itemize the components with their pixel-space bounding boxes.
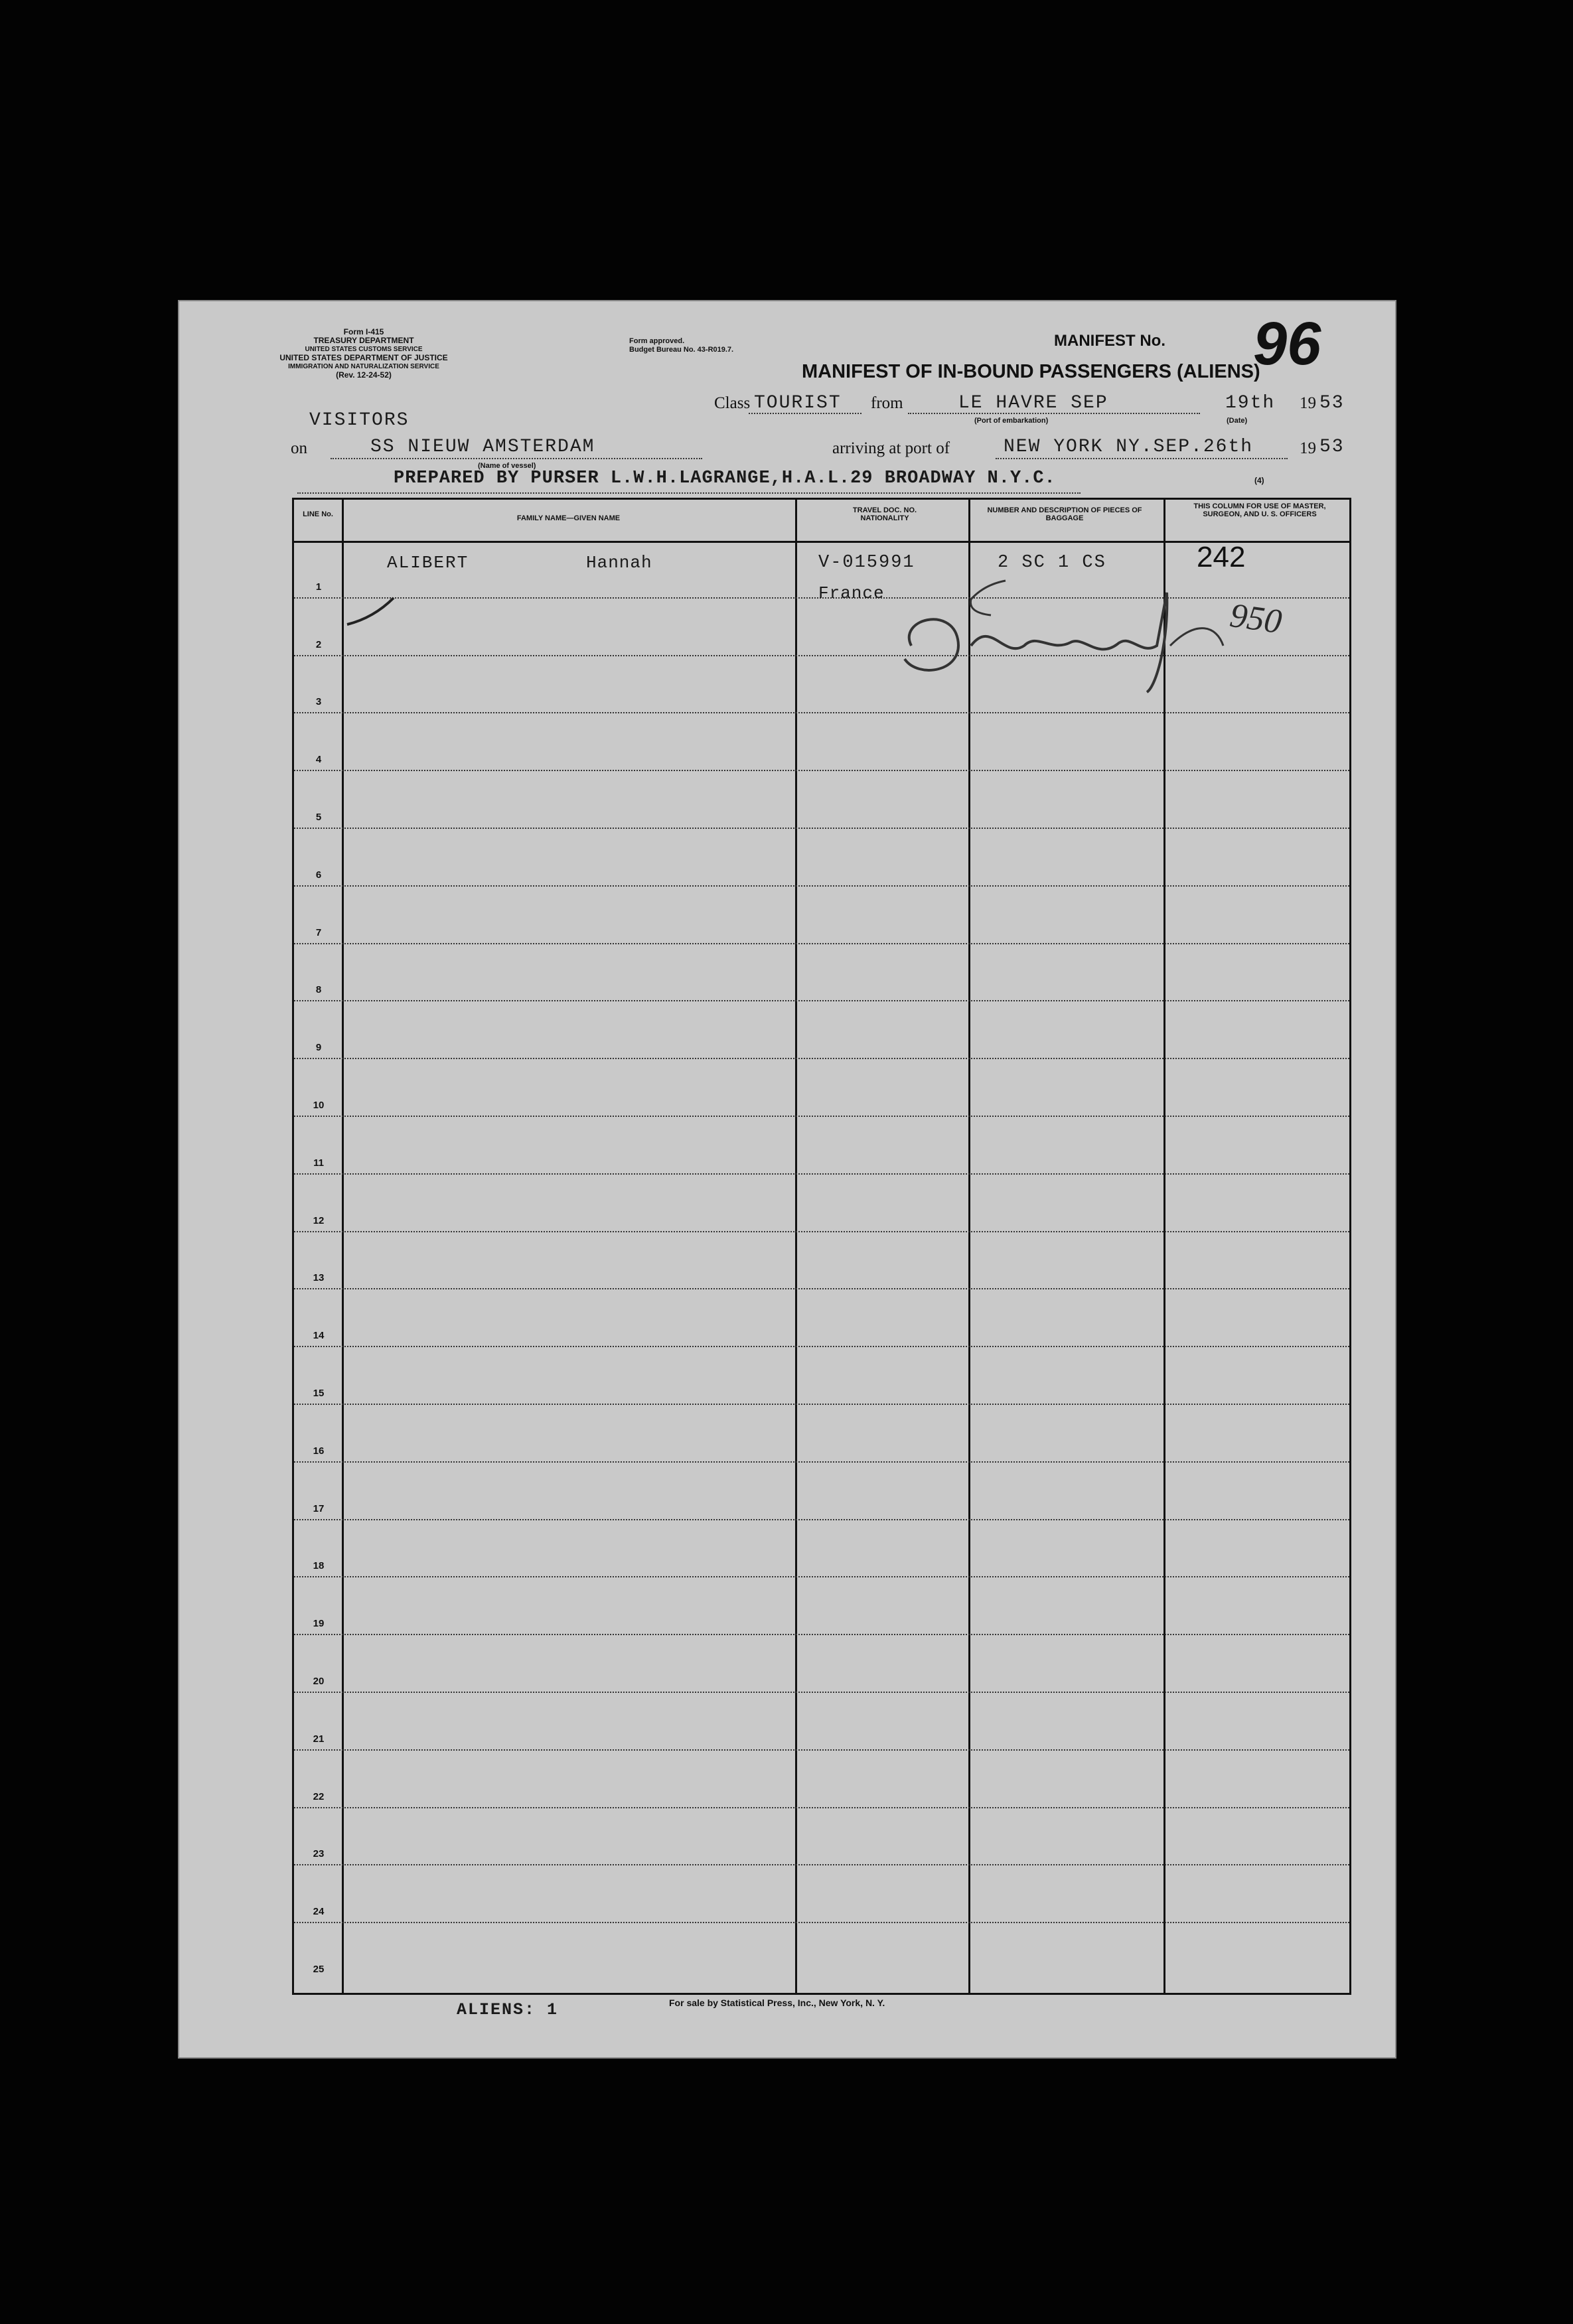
column-divider xyxy=(1163,500,1165,1993)
line-number: 6 xyxy=(315,869,322,881)
on-label: on xyxy=(291,439,307,457)
handwritten-note: 950 xyxy=(1227,596,1284,642)
line-number: 24 xyxy=(313,1906,325,1918)
manifest-label: MANIFEST No. xyxy=(1054,332,1165,350)
line-number: 25 xyxy=(313,1964,325,1975)
line-number: 2 xyxy=(315,638,322,650)
embarkation-port: LE HAVRE SEP xyxy=(958,393,1108,413)
line-number: 19 xyxy=(313,1618,325,1630)
form-title: MANIFEST OF IN-BOUND PASSENGERS (ALIENS) xyxy=(802,361,1260,382)
vessel-caption: (Name of vessel) xyxy=(478,462,536,470)
department: UNITED STATES DEPARTMENT OF JUSTICE xyxy=(279,353,448,362)
class-value: TOURIST xyxy=(754,393,842,413)
line-number: 23 xyxy=(313,1848,325,1860)
prepared-underline xyxy=(297,492,1081,494)
vessel-underline xyxy=(331,458,702,459)
line-number: 15 xyxy=(313,1388,325,1399)
manifest-number: 96 xyxy=(1253,310,1321,378)
department: TREASURY DEPARTMENT xyxy=(313,336,414,345)
line-number: 20 xyxy=(313,1676,325,1687)
baggage-description: 2 SC 1 CS xyxy=(998,553,1106,573)
budget-bureau: Budget Bureau No. 43-R019.7. xyxy=(629,346,734,354)
column-divider xyxy=(968,500,970,1993)
line-number: 13 xyxy=(313,1272,325,1284)
nationality: France xyxy=(818,583,885,603)
class-label: Class xyxy=(714,394,751,412)
table-row xyxy=(294,1692,1349,1693)
table-row xyxy=(294,712,1349,713)
line-number: 11 xyxy=(313,1157,324,1169)
table-row xyxy=(294,1000,1349,1001)
approval-line: Form approved. xyxy=(629,337,685,345)
officer-number: 242 xyxy=(1197,541,1246,573)
aliens-count: ALIENS: 1 xyxy=(457,2000,559,2019)
line-number: 18 xyxy=(313,1560,325,1572)
printer-note: For sale by Statistical Press, Inc., New York, N. Y. xyxy=(669,1997,885,2008)
table-row xyxy=(294,828,1349,829)
column-header-baggage: NUMBER AND DESCRIPTION OF PIECES OF BAGGAGE xyxy=(987,506,1142,522)
line-number: 1 xyxy=(315,581,322,593)
form-id-block xyxy=(277,328,450,380)
table-row xyxy=(294,1749,1349,1751)
line-number: 9 xyxy=(315,1042,322,1054)
table-row xyxy=(294,1346,1349,1347)
table-row xyxy=(294,1231,1349,1232)
line-number: 12 xyxy=(313,1214,325,1226)
note-mark: (4) xyxy=(1254,476,1264,485)
table-row xyxy=(294,1058,1349,1059)
line-number: 21 xyxy=(313,1733,325,1745)
column-divider xyxy=(342,500,344,1993)
given-name: Hannah xyxy=(586,553,652,573)
table-row xyxy=(294,1634,1349,1635)
table-row xyxy=(294,770,1349,771)
prepared-by: PREPARED BY PURSER L.W.H.LAGRANGE,H.A.L.29 BROADWAY N.Y.C. xyxy=(394,469,1056,488)
arrival-port-date: NEW YORK NY.SEP.26th xyxy=(1004,437,1254,457)
table-row xyxy=(294,1173,1349,1175)
table-row xyxy=(294,1864,1349,1865)
line-number: 5 xyxy=(315,812,322,823)
date-caption: (Date) xyxy=(1227,417,1248,425)
column-header-line: LINE No. xyxy=(303,510,333,518)
column-header-officer: THIS COLUMN FOR USE OF MASTER, SURGEON, AND U. S. OFFICERS xyxy=(1193,502,1326,518)
table-row xyxy=(294,1288,1349,1289)
header-divider xyxy=(294,541,1349,543)
year-prefix: 19 xyxy=(1300,394,1316,412)
arrival-year: 53 xyxy=(1319,437,1345,457)
service: IMMIGRATION AND NATURALIZATION SERVICE xyxy=(288,363,439,370)
column-header-name: FAMILY NAME—GIVEN NAME xyxy=(516,514,621,522)
table-row xyxy=(294,1576,1349,1577)
column-divider xyxy=(795,500,797,1993)
approval-block xyxy=(629,337,733,354)
table-row xyxy=(294,1116,1349,1117)
embarkation-day: 19th xyxy=(1225,393,1276,413)
manifest-sheet xyxy=(178,300,1396,2059)
family-name: ALIBERT xyxy=(387,553,469,573)
line-number: 8 xyxy=(315,984,322,996)
embarkation-year: 53 xyxy=(1319,393,1345,413)
column-header-travel: TRAVEL DOC. NO. NATIONALITY xyxy=(852,506,917,522)
form-number: Form I-415 xyxy=(343,327,384,336)
table-row xyxy=(294,943,1349,944)
table-row xyxy=(294,1404,1349,1405)
from-label: from xyxy=(871,394,903,412)
line-number: 17 xyxy=(313,1502,325,1514)
arriving-label: arriving at port of xyxy=(832,439,950,457)
line-number: 7 xyxy=(315,926,322,938)
vessel-name: SS NIEUW AMSTERDAM xyxy=(370,437,595,457)
line-number: 3 xyxy=(315,696,322,708)
line-number: 22 xyxy=(313,1790,325,1802)
year-prefix: 19 xyxy=(1300,439,1316,457)
passenger-table xyxy=(292,498,1351,1995)
travel-doc-number: V-015991 xyxy=(818,553,915,573)
table-row xyxy=(294,1461,1349,1463)
table-row xyxy=(294,1922,1349,1923)
line-number: 16 xyxy=(313,1445,325,1457)
port-embarkation-caption: (Port of embarkation) xyxy=(974,417,1049,425)
handwritten-signature xyxy=(334,546,1329,692)
table-row xyxy=(294,885,1349,887)
line-number: 10 xyxy=(313,1100,325,1111)
service: UNITED STATES CUSTOMS SERVICE xyxy=(305,346,423,353)
table-row xyxy=(294,1807,1349,1808)
table-row xyxy=(294,1519,1349,1520)
revision-date: (Rev. 12-24-52) xyxy=(336,370,392,380)
line-number: 14 xyxy=(313,1330,325,1342)
line-number: 4 xyxy=(315,754,322,766)
category-visitors: VISITORS xyxy=(309,410,410,431)
arrival-underline xyxy=(996,458,1288,459)
